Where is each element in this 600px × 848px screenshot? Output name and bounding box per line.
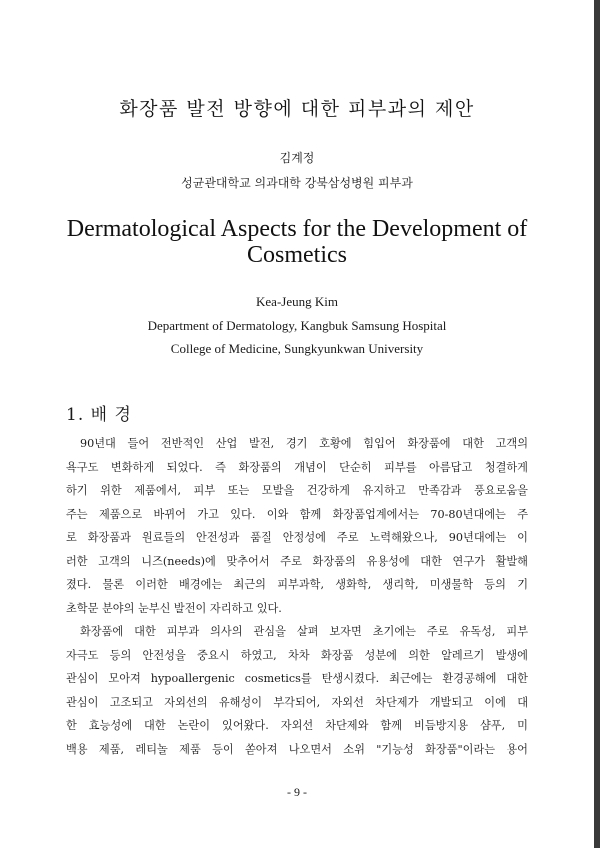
english-college: College of Medicine, Sungkyunkwan University (170, 341, 424, 356)
page-number: - 9 - (287, 785, 307, 799)
korean-author: 김계정 (279, 151, 315, 165)
body-line: 욕구도 변화하게 되었다. 즉 화장품의 개념이 단순히 피부를 아름답고 청결하게 (66, 460, 528, 474)
scan-edge (594, 0, 600, 848)
body-line: 관심이 모아져 hypoallergenic cosmetics를 탄생시켰다. 최근에는 환경공해에 대한 (66, 672, 528, 685)
body-line: 90년대 들어 전반적인 산업 발전, 경기 호황에 힘입어 화장품에 대한 고객의 (80, 437, 528, 450)
body-line: 졌다. 물론 이러한 배경에는 최근의 피부과학, 생화학, 생리학, 미생물학 등의 기 (66, 578, 528, 591)
body-line: 하기 위한 제품에서, 피부 또는 모발을 건강하게 유지하고 만족감과 풍요로움을 (66, 484, 528, 497)
english-author: Kea-Jeung Kim (256, 294, 338, 309)
english-department: Department of Dermatology, Kangbuk Samsung Hospital (147, 318, 447, 333)
body-line: 한 효능성에 대한 논란이 있어왔다. 자외선 차단제와 함께 비듬방지용 샴푸, 미 (66, 719, 528, 732)
body-line: 초학문 분야의 눈부신 발전이 자리하고 있다. (66, 601, 282, 615)
korean-title: 화장품 발전 방향에 대한 피부과의 제안 (119, 98, 475, 120)
body-line: 관심이 고조되고 자외선의 유해성이 부각되어, 자외선 차단제가 개발되고 이에 대 (66, 695, 528, 709)
body-text (66, 432, 528, 761)
body-line: 러한 고객의 니즈(needs)에 맞추어서 주로 화장품의 유용성에 대한 연구가 활발해 (66, 554, 528, 568)
body-line: 화장품에 대한 피부과 의사의 관심을 살펴 보자면 초기에는 주로 유독성, 피부 (80, 625, 528, 638)
body-line: 주는 제품으로 바뀌어 가고 있다. 이와 함께 화장품업계에서는 70-80년대에는 주 (66, 507, 528, 521)
body-line: 로 화장품과 원료들의 안전성과 품질 안정성에 주로 노력해왔으나, 90년대에는 이 (66, 531, 528, 544)
english-title: Dermatological Aspects for the Development of Cosmetics (66, 216, 528, 268)
body-line: 백용 제품, 레티놀 제품 등이 쏟아져 나오면서 소위 "기능성 화장품"이라는 용어 (66, 742, 528, 756)
korean-affiliation: 성균관대학교 의과대학 강북삼성병원 피부과 (181, 176, 413, 190)
body-line: 자극도 등의 안전성을 중요시 하였고, 차차 화장품 성분에 의한 알레르기 발생에 (66, 648, 528, 662)
section-heading: 1. 배 경 (66, 405, 132, 425)
